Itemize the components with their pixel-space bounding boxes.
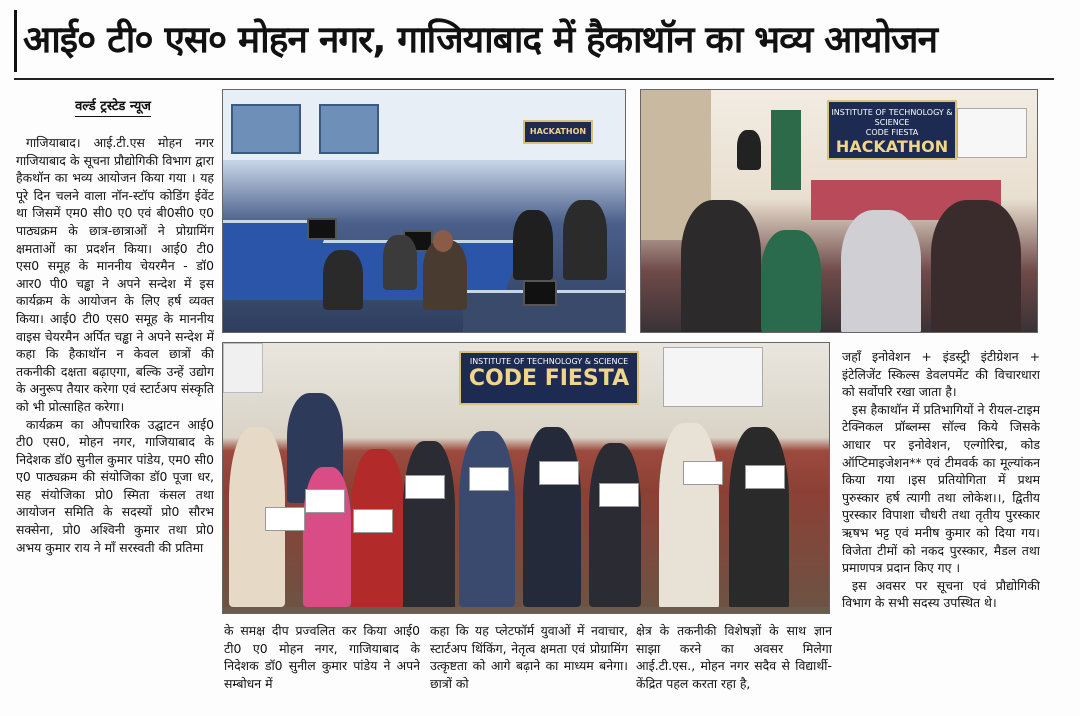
certificate [265,507,305,531]
article-column-1 [16,134,214,704]
article-paragraph: गाजियाबाद। आई.टी.एस मोहन नगर गाजियाबाद के सूचना प्रौद्योगिकी विभाग द्वारा हैकथॉन का भव्य आयोजन किया गया । यह पूरे दिन चलने वाला नॉन-स्टॉप कोडिंग ईवेंट था जिसमें एम0 सी0 ए0 एवं बी0सी0 ए0 पाठ्यक्रम के छात्र-छात्राओं ने प्रोग्रामिंग क्षमताओं का प्रदर्शन किया। आई0 टी0 एस0 समूह के माननीय चेयरमैन - डॉ0 आर0 पी0 चड्ढा ने अपने सन्देश में इस कार्यक्रम के आयोजन के लिए हर्ष व्यक्त किया। आई0 टी0 एस0 समूह के माननीय वाइस चेयरमैन अर्पित चड्ढा ने अपने सन्देश में कहा कि हैकाथॉन न केवल छात्रों की तकनीकी दक्षता बढ़ाएगा, बल्कि उन्हें उद्योग के अनुरूप तैयार करेगा एवं स्टार्टअप संस्कृति को भी प्रोत्साहित करेगा। [16,135,214,414]
banner-institute: INSTITUTE OF TECHNOLOGY & SCIENCE [469,357,629,366]
student [563,200,607,280]
certificate [745,465,785,489]
article-paragraph: कार्यक्रम का औपचारिक उद्घाटन आई0 टी0 एस0, मोहन नगर, गाजियाबाद के निदेशक डॉ0 सुनील कुमार पांडेय, एम0 सी0 ए0 पाठ्यक्रम की संयोजिका डॉ0 पूजा धर, सह संयोजिका प्रो0 स्मिता कंसल तथा आयोजन समिति के सदस्यों प्रो0 सौरभ सक्सेना, प्रो0 अश्विनी कुमार तथा प्रो0 अभय कुमार राय ने माँ सरस्वती की प्रतिमा [16,416,214,555]
certificate [539,461,579,485]
article-paragraph: जहाँ इनोवेशन + इंडस्ट्री इंटीग्रेशन + इंटेलिजेंट स्किल्स डेवलपमेंट की विचारधारा को सर्वोपरि रखा जाता है। [842,349,1040,400]
student [383,235,417,290]
code-fiesta-banner [827,100,957,160]
certificate [305,489,345,513]
student [513,210,553,280]
monitor [523,280,557,306]
student [323,250,363,310]
code-fiesta-banner [459,351,639,405]
participant [659,423,719,609]
audience-member [931,200,1021,333]
certificate [353,509,393,533]
photo-stage-audience [640,89,1038,333]
participant [403,441,455,611]
article-paragraph: इस हैकाथॉन में प्रतिभागियों ने रीयल-टाइम टेक्निकल प्रॉब्लम्स सॉल्व किये जिसके आधार पर इनोवेशन, एल्गोरिद्म, कोड ऑप्टिमाइजेशन** एवं टीमवर्क का मूल्यांकन किया गया ।इस प्रतियोगिता में प्रथम पुरुस्कार हर्ष त्यागी तथा लोकेश।।, द्वितीय पुरस्कार विपाशा चौधरी तथा तृतीय पुरस्कार ऋषभ भट्ट एवं मनीष कुमार को दिया गय। विजेता टीमों को नकद पुरस्कार, मैडल तथा प्रमाणपत्र प्रदान किए गए । [842,401,1040,576]
monitor [307,218,337,240]
byline-text: वर्ल्ड ट्रस्टेड न्यूज [75,99,151,117]
article-paragraph: इस अवसर पर सूचना एवं प्रौद्योगिकी विभाग के सभी सदस्य उपस्थित थे। [842,577,1040,611]
certificate [599,483,639,507]
banner-institute: INSTITUTE OF TECHNOLOGY & SCIENCE [831,108,953,127]
participant [523,427,581,607]
banner-hackathon: HACKATHON [835,137,949,156]
banner-code-fiesta: CODE FIESTA [468,366,630,391]
headline-rule [14,78,1054,80]
article-column-3: कहा कि यह प्लेटफॉर्म युवाओं में नवाचार, स्टार्टअप थिंकिंग, नेतृत्व क्षमता एवं प्रोग्रामिंग उत्कृष्टता को आगे बढ़ाने का माध्यम बनेगा। छात्रों को [430,623,628,691]
participant [589,443,641,607]
participant [303,467,351,607]
article-column-4: क्षेत्र के तकनीकी विशेषज्ञों के साथ ज्ञान साझा करने का अवसर मिलेगा आई.टी.एस., मोहन नगर सदैव से विद्यार्थी-केंद्रित पहल करता रहा है, [636,623,832,691]
photo-computer-lab [222,89,626,333]
participant [459,431,515,607]
certificate [683,461,723,485]
speaker [737,130,761,170]
audience-member [681,200,761,333]
byline [20,96,206,114]
chair [761,230,821,333]
participant [729,427,789,609]
hackathon-banner: HACKATHON [523,120,593,144]
certificate [469,467,509,491]
photo-winners-group [222,342,830,614]
article-column-5 [842,348,1040,708]
certificate [405,475,445,499]
headline: आई० टी० एस० मोहन नगर, गाजियाबाद में हैकाथॉन का भव्य आयोजन [14,10,1074,72]
audience-member [841,210,921,333]
article-column-2: के समक्ष दीप प्रज्वलित कर किया आई0 टी0 ए0 मोहन नगर, गाजियाबाद के निदेशक डॉ0 सुनील कुमार पांडेय ने अपने सम्बोधन में [224,623,420,691]
banner-event: CODE FIESTA [865,128,919,137]
